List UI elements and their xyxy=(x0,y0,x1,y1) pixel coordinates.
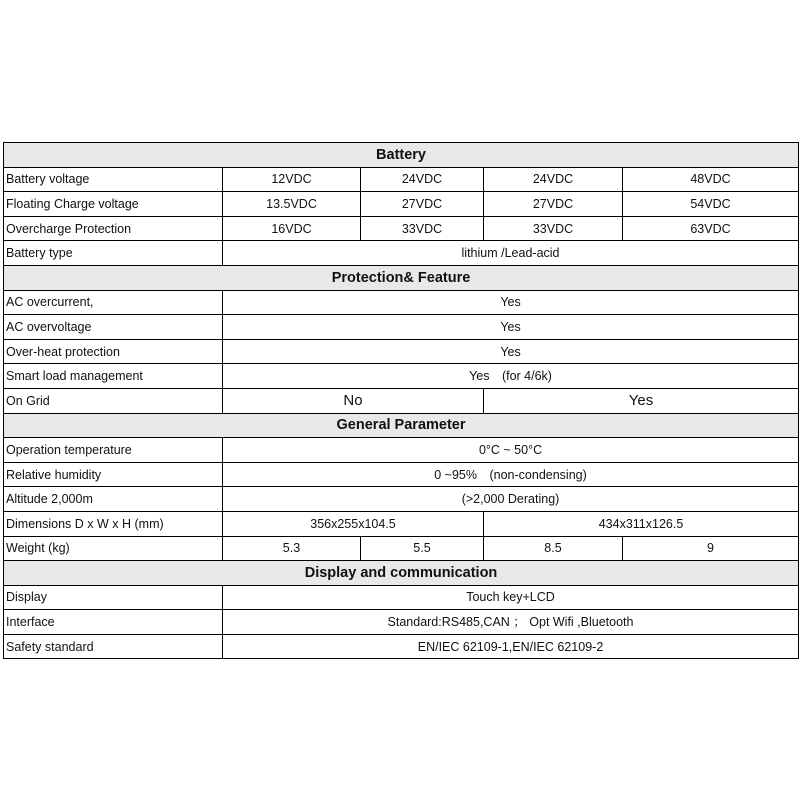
section-general xyxy=(4,413,799,438)
row-smart-load xyxy=(4,364,799,389)
row-value: lithium /Lead-acid xyxy=(223,241,799,266)
row-value: 27VDC xyxy=(361,192,484,217)
section-protection xyxy=(4,265,799,290)
section-battery xyxy=(4,143,799,168)
row-weight xyxy=(4,536,799,561)
row-battery-voltage xyxy=(4,167,799,192)
row-battery-type xyxy=(4,241,799,266)
row-label: Operation temperature xyxy=(4,438,223,463)
row-value: 27VDC xyxy=(484,192,623,217)
row-value: 48VDC xyxy=(623,167,799,192)
row-value: 24VDC xyxy=(361,167,484,192)
row-value: 16VDC xyxy=(223,216,361,241)
row-temperature xyxy=(4,438,799,463)
section-title: Display and communication xyxy=(4,561,799,586)
row-label: Dimensions D x W x H (mm) xyxy=(4,511,223,536)
row-label: AC overvoltage xyxy=(4,315,223,340)
row-value: Yes xyxy=(223,315,799,340)
row-value: 12VDC xyxy=(223,167,361,192)
row-value: No xyxy=(223,388,484,413)
row-label: Overcharge Protection xyxy=(4,216,223,241)
row-label: Over-heat protection xyxy=(4,339,223,364)
row-label: Smart load management xyxy=(4,364,223,389)
row-display xyxy=(4,585,799,610)
row-on-grid xyxy=(4,388,799,413)
row-label: Display xyxy=(4,585,223,610)
row-value: Yes xyxy=(223,339,799,364)
row-label: Relative humidity xyxy=(4,462,223,487)
section-display xyxy=(4,561,799,586)
row-value: 5.5 xyxy=(361,536,484,561)
row-value: 9 xyxy=(623,536,799,561)
section-title: General Parameter xyxy=(4,413,799,438)
row-value: 8.5 xyxy=(484,536,623,561)
row-value: 24VDC xyxy=(484,167,623,192)
row-value: 13.5VDC xyxy=(223,192,361,217)
row-value: 5.3 xyxy=(223,536,361,561)
row-value: Touch key+LCD xyxy=(223,585,799,610)
row-value: 0 ~95% (non-condensing) xyxy=(223,462,799,487)
row-label: On Grid xyxy=(4,388,223,413)
row-label: Battery voltage xyxy=(4,167,223,192)
row-value: Yes xyxy=(484,388,799,413)
row-value: 63VDC xyxy=(623,216,799,241)
row-value: 33VDC xyxy=(484,216,623,241)
row-floating-charge xyxy=(4,192,799,217)
row-label: Interface xyxy=(4,610,223,635)
section-title: Protection& Feature xyxy=(4,265,799,290)
row-value: Yes (for 4/6k) xyxy=(223,364,799,389)
row-label: Weight (kg) xyxy=(4,536,223,561)
row-overheat xyxy=(4,339,799,364)
row-ac-overvoltage xyxy=(4,315,799,340)
row-label: AC overcurrent, xyxy=(4,290,223,315)
row-value: 434x311x126.5 xyxy=(484,511,799,536)
row-value: EN/IEC 62109-1,EN/IEC 62109-2 xyxy=(223,634,799,659)
row-value: 54VDC xyxy=(623,192,799,217)
row-ac-overcurrent xyxy=(4,290,799,315)
row-safety xyxy=(4,634,799,659)
row-value: Standard:RS485,CAN ； Opt Wifi ,Bluetooth xyxy=(223,610,799,635)
row-value: 0°C ~ 50°C xyxy=(223,438,799,463)
row-label: Battery type xyxy=(4,241,223,266)
row-value: 356x255x104.5 xyxy=(223,511,484,536)
row-dimensions xyxy=(4,511,799,536)
row-value: (>2,000 Derating) xyxy=(223,487,799,512)
row-humidity xyxy=(4,462,799,487)
row-label: Altitude 2,000m xyxy=(4,487,223,512)
section-title: Battery xyxy=(4,143,799,168)
spec-table xyxy=(3,142,799,659)
row-value: Yes xyxy=(223,290,799,315)
row-label: Safety standard xyxy=(4,634,223,659)
row-overcharge xyxy=(4,216,799,241)
row-value: 33VDC xyxy=(361,216,484,241)
row-label: Floating Charge voltage xyxy=(4,192,223,217)
row-interface xyxy=(4,610,799,635)
row-altitude xyxy=(4,487,799,512)
